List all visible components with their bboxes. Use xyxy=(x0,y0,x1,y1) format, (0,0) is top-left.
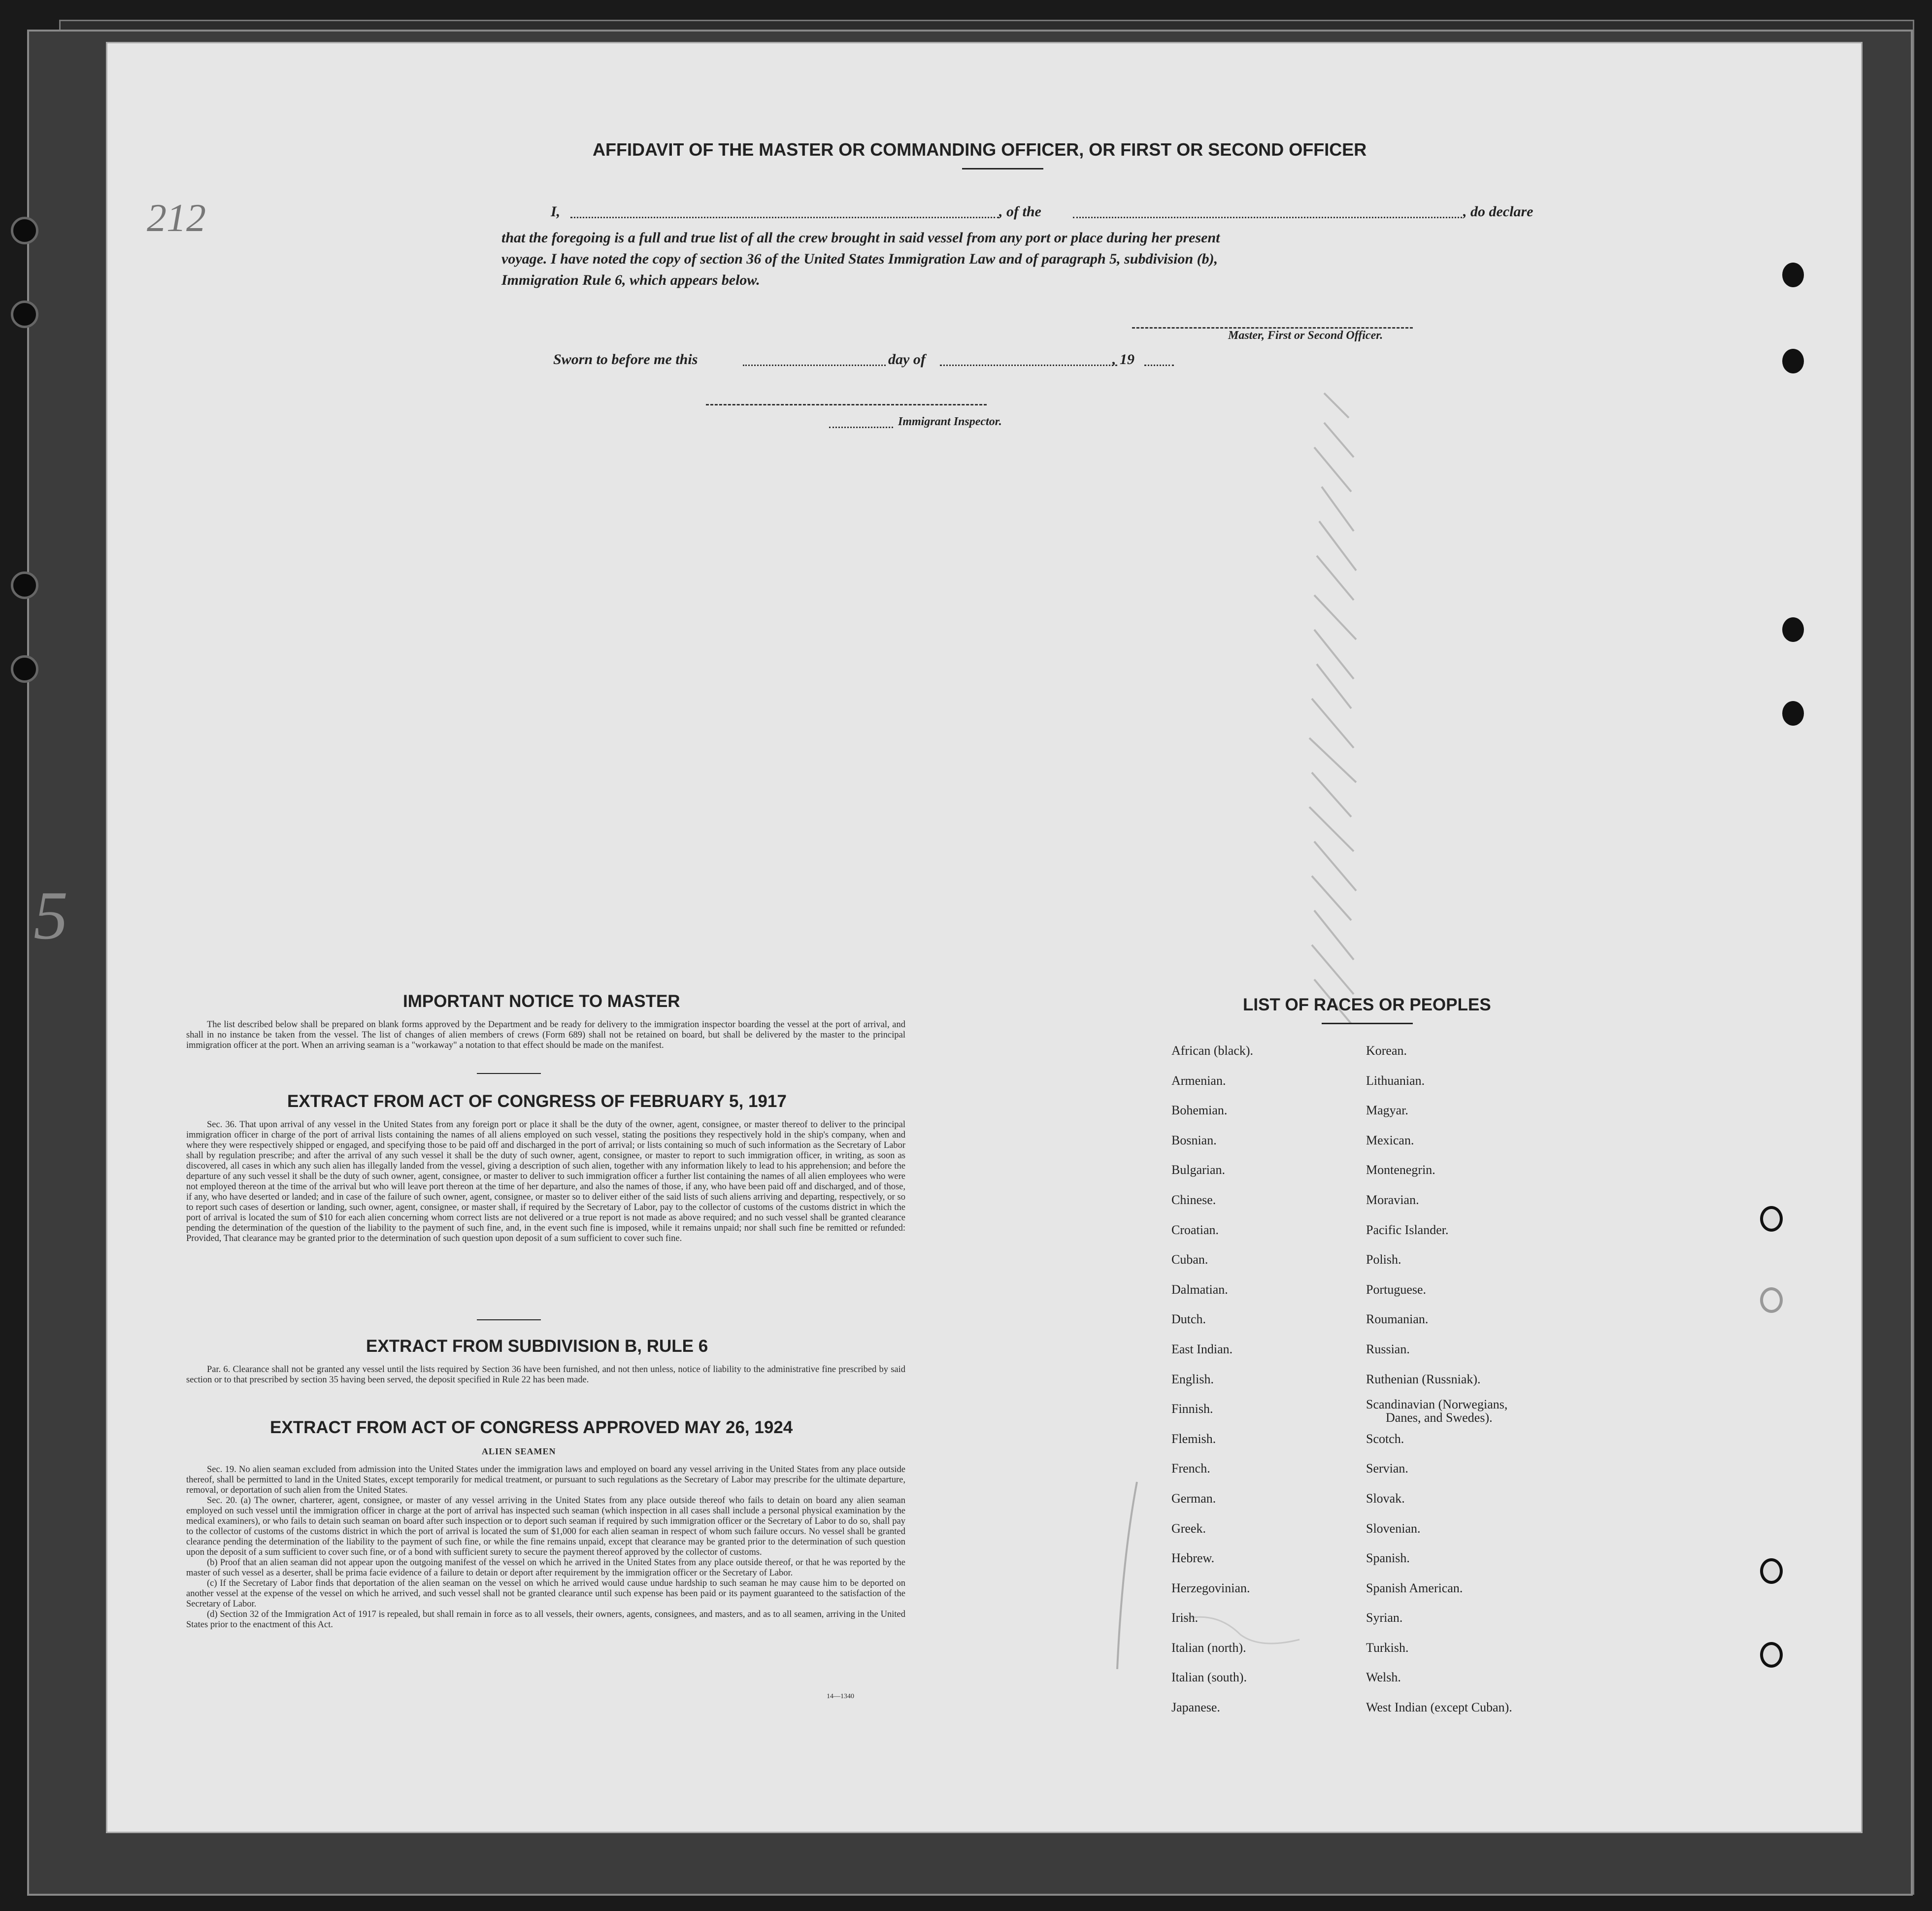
extract-1924-title: EXTRACT FROM ACT OF CONGRESS APPROVED MAY 26, 1924 xyxy=(270,1418,793,1437)
binder-hole-left xyxy=(11,301,38,328)
race-item: Croatian. xyxy=(1171,1222,1219,1237)
sec-20c-paragraph: (c) If the Secretary of Labor finds that deportation of the alien seaman on the vessel on which he arrived would cause undue hardship to such seaman he may cause him to be deported on another vessel at the expense of the vessel on which he arrived, and such vessel shall not be granted clearance until such expense has been paid or its payment guaranteed to the satisfaction of the Secretary of Labor. xyxy=(186,1578,905,1609)
race-item: Armenian. xyxy=(1171,1073,1226,1088)
race-item-line: Danes, and Swedes). xyxy=(1386,1410,1493,1425)
name-field[interactable] xyxy=(570,217,999,218)
binder-hole-left xyxy=(11,217,38,244)
affidavit-line-4: Immigration Rule 6, which appears below. xyxy=(501,272,760,288)
race-item: Magyar. xyxy=(1366,1103,1408,1118)
affidavit-declare: , do declare xyxy=(1463,203,1533,220)
race-item: Pacific Islander. xyxy=(1366,1222,1449,1237)
race-item xyxy=(1366,1398,1512,1428)
punch-hole xyxy=(1760,1558,1783,1584)
sworn-day-field[interactable] xyxy=(743,365,886,366)
race-item: Turkish. xyxy=(1366,1640,1409,1655)
race-item: Flemish. xyxy=(1171,1431,1216,1446)
punch-hole xyxy=(1782,349,1804,373)
race-item: Japanese. xyxy=(1171,1700,1220,1715)
notice-body xyxy=(186,1020,905,1051)
alien-seamen-subtitle: ALIEN SEAMEN xyxy=(482,1446,556,1456)
race-item: Lithuanian. xyxy=(1366,1073,1425,1088)
faint-signature-scrawl xyxy=(984,1472,1329,1679)
form-number: 14—1340 xyxy=(827,1693,854,1700)
race-item: Herzegovinian. xyxy=(1171,1580,1250,1595)
month-field[interactable] xyxy=(940,365,1117,366)
race-item: Russian. xyxy=(1366,1341,1410,1356)
race-item: African (black). xyxy=(1171,1043,1254,1058)
race-item: Korean. xyxy=(1366,1043,1407,1058)
race-item: Bulgarian. xyxy=(1171,1163,1226,1177)
notice-paragraph: The list described below shall be prepared on blank forms approved by the Department and be ready for delivery to the immigration inspector boarding the vessel at the port of arrival, and shall in no instance be taken from the vessel. The list of changes of alien members of crews (Form 689) shall not be retained on board, but shall be delivered by the master to the principal immigration officer at the port. When an arriving seaman is a "workaway" a notation to that effect should be made on the manifest. xyxy=(186,1020,905,1050)
race-item: Spanish American. xyxy=(1366,1580,1463,1595)
extract-1917-title: EXTRACT FROM ACT OF CONGRESS OF FEBRUARY 5, 1917 xyxy=(287,1092,787,1111)
manifest-page xyxy=(33,42,1863,1833)
year-label: , 19 xyxy=(1112,351,1134,368)
race-item: Dalmatian. xyxy=(1171,1282,1228,1297)
race-item: Portuguese. xyxy=(1366,1282,1427,1297)
race-item: Finnish. xyxy=(1171,1402,1213,1416)
race-item: Bosnian. xyxy=(1171,1133,1217,1147)
sec-20a-paragraph: Sec. 20. (a) The owner, charterer, agent, consignee, or master of any vessel arriving in the United States from any place outside thereof who fails to detain on board any alien seaman employed on such vessel until the immigration officer in charge at the port of arrival has inspected such seaman (which inspection in all cases shall include a personal physical examination by the medical examiners), or who fails to detain such seaman on board after such inspection or to deport such seaman if required by such immigration officer or the Secretary of Labor to do so, shall pay to the collector of customs of the customs district in which the port of arrival is located the sum of $1,000 for each alien seaman in respect of whom such failure occurs. No vessel shall be granted clearance pending the determination of the liability to the payment of such fine, or while the fine remains unpaid, except that clearance may be granted prior to the determination of such question upon the deposit of a sum sufficient to cover such fine, or of a bond with sufficient surety to secure the payment thereof approved by the collector of customs. xyxy=(186,1496,905,1557)
affidavit-title: AFFIDAVIT OF THE MASTER OR COMMANDING OFFICER, OR FIRST OR SECOND OFFICER xyxy=(593,139,1367,160)
extract-1917-paragraph: Sec. 36. That upon arrival of any vessel in the United States from any foreign port or place it shall be the duty of the owner, agent, consignee, or master thereof to deliver to the principal immigration officer in charge of the port of arrival lists containing the names of all aliens employed on such vessel, stating the positions they respectively hold in the ship's company, when and where they were respectively shipped or engaged, and specifying those to be paid off and discharged in the port of arrival; or lists containing so much of such information as the Secretary of Labor shall by regulation prescribe; and after the arrival of any such vessel it shall be the duty of such owner, agent, consignee, or master to report to such immigration officer, in writing, as soon as discovered, all cases in which any such alien has illegally landed from the vessel, giving a description of such alien, together with any information likely to lead to his apprehension; and before the departure of any such vessel it shall be the duty of such owner, agent, consignee, or master to deliver to such immigration officer a further list containing the names of all alien employees who were not employed thereon at the time of the arrival but who will leave port thereon at the time of her departure, and also the names of those, if any, who have been paid off and discharged, and of those, if any, who have deserted or landed; and in case of the failure of such owner, agent, consignee, or master so to deliver either of the said lists of such aliens arriving and departing, respectively, or so to report such cases of desertion or landing, such owner, agent, consignee, or master shall, if required by the Secretary of Labor, pay to the collector of customs of the customs district in which the port of arrival is located the sum of $10 for each alien concerning whom correct lists are not delivered or a true report is not made as above required; and no such vessel shall be granted clearance pending the determination of the question of the liability to the payment of such fine, and, in the event such fine is imposed, while it remains unpaid; nor shall such fine be remitted or refunded: Provided, That clearance may be granted prior to the determination of such question upon deposit of a sum sufficient to cover such fine. xyxy=(186,1120,905,1243)
race-item: Moravian. xyxy=(1366,1192,1419,1207)
race-item: Mexican. xyxy=(1366,1133,1414,1147)
master-signature-line[interactable] xyxy=(1132,327,1413,329)
race-item: Greek. xyxy=(1171,1521,1206,1536)
day-of-label: day of xyxy=(888,351,926,368)
race-item-line: Scandinavian (Norwegians, xyxy=(1366,1397,1508,1412)
race-item: Scotch. xyxy=(1366,1431,1404,1446)
race-right-list xyxy=(1366,1043,1512,1730)
race-item: Slovak. xyxy=(1366,1491,1405,1506)
punch-hole xyxy=(1760,1206,1783,1232)
punch-hole xyxy=(1782,263,1804,287)
affidavit-of-the: , of the xyxy=(999,203,1041,220)
race-item: Montenegrin. xyxy=(1366,1163,1435,1177)
notice-title: IMPORTANT NOTICE TO MASTER xyxy=(403,992,680,1011)
punch-hole xyxy=(1782,617,1804,642)
extract-1917-rule xyxy=(477,1319,541,1320)
punch-hole xyxy=(1760,1642,1783,1668)
race-item: Chinese. xyxy=(1171,1192,1216,1207)
sec-20d-paragraph: (d) Section 32 of the Immigration Act of 1917 is repealed, but shall remain in force as to all vessels, their owners, agents, consignees, and masters, and as to all seamen, arriving in the United States prior to the enactment of this Act. xyxy=(186,1609,905,1630)
inspector-signature-line[interactable] xyxy=(706,404,987,405)
margin-mark: 5 xyxy=(33,877,68,954)
extract-1917-body xyxy=(186,1120,905,1244)
sworn-label: Sworn to before me this xyxy=(553,351,698,368)
race-item: Italian (north). xyxy=(1171,1640,1246,1655)
races-rule xyxy=(1322,1023,1413,1024)
rule6-paragraph: Par. 6. Clearance shall not be granted any vessel until the lists required by Section 36 have been furnished, and not then unless, notice of liability to the administrative fine prescribed by said section or to that prescribed by section 35 having been served, the deposit specified in Rule 22 has been made. xyxy=(186,1365,905,1385)
race-item: Spanish. xyxy=(1366,1551,1410,1566)
race-item: Bohemian. xyxy=(1171,1103,1228,1118)
race-item: English. xyxy=(1171,1372,1214,1386)
affidavit-line-3: voyage. I have noted the copy of section 36 of the United States Immigration Law and of paragraph 5, subdivision (b), xyxy=(501,251,1218,267)
title-rule xyxy=(962,168,1043,169)
affidavit-i: I, xyxy=(551,203,561,220)
punch-hole xyxy=(1782,701,1804,726)
race-item: German. xyxy=(1171,1491,1216,1506)
race-item: West Indian (except Cuban). xyxy=(1366,1700,1512,1715)
race-item: French. xyxy=(1171,1461,1210,1476)
race-item: Roumanian. xyxy=(1366,1312,1429,1327)
master-caption: Master, First or Second Officer. xyxy=(1228,329,1383,342)
sec-20b-paragraph: (b) Proof that an alien seaman did not appear upon the outgoing manifest of the vessel on which he arrived in the United States from any place outside thereof, or that he was reported by the master of such vessel as a deserter, shall be prima facie evidence of a failure to detain or deport after requirement by the immigration officer or the Secretary of Labor. xyxy=(186,1558,905,1578)
year-field[interactable] xyxy=(1144,365,1174,366)
binder-hole-left xyxy=(11,655,38,683)
race-item: Irish. xyxy=(1171,1610,1199,1625)
margin-number: 212 xyxy=(147,197,206,240)
race-item: Hebrew. xyxy=(1171,1551,1215,1566)
race-item: Italian (south). xyxy=(1171,1670,1247,1685)
rule6-body xyxy=(186,1365,905,1385)
race-item: Ruthenian (Russniak). xyxy=(1366,1372,1481,1386)
inspector-caption: Immigrant Inspector. xyxy=(898,415,1002,428)
vessel-field[interactable] xyxy=(1073,217,1462,218)
race-left-list xyxy=(1171,1043,1253,1730)
race-item: Polish. xyxy=(1366,1252,1401,1267)
binder-hole-left xyxy=(11,571,38,599)
race-item: Cuban. xyxy=(1171,1252,1208,1267)
race-item: Slovenian. xyxy=(1366,1521,1421,1536)
race-item: East Indian. xyxy=(1171,1341,1233,1356)
sec-19-paragraph: Sec. 19. No alien seaman excluded from admission into the United States under the immigration laws and employed on board any vessel arriving in the United States from any place outside thereof, shall be permitted to land in the United States, except temporarily for medical treatment, or pursuant to such regulations as the Secretary of Labor may prescribe for the ultimate departure, removal, or deportation of such alien from the United States. xyxy=(186,1465,905,1495)
affidavit-line-2: that the foregoing is a full and true list of all the crew brought in said vessel from any port or place during her present xyxy=(501,230,1220,246)
race-item: Welsh. xyxy=(1366,1670,1401,1685)
rule6-title: EXTRACT FROM SUBDIVISION B, RULE 6 xyxy=(366,1337,708,1356)
race-item: Dutch. xyxy=(1171,1312,1206,1327)
inspector-prefix-line xyxy=(829,427,893,428)
races-title: LIST OF RACES OR PEOPLES xyxy=(1243,995,1491,1014)
race-item: Syrian. xyxy=(1366,1610,1403,1625)
race-item: Servian. xyxy=(1366,1461,1408,1476)
punch-hole xyxy=(1760,1287,1783,1313)
extract-1924-body xyxy=(186,1465,905,1630)
notice-rule xyxy=(477,1073,541,1074)
